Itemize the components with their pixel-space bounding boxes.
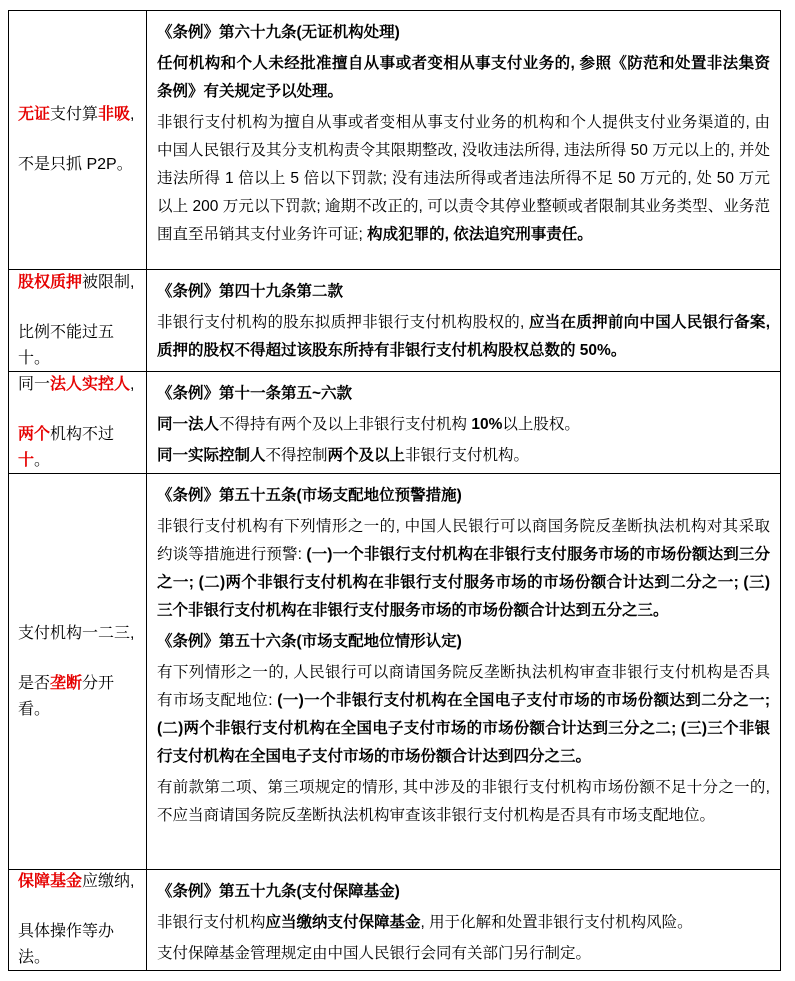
- table-row: [9, 269, 780, 371]
- table-row: [9, 371, 780, 473]
- table-row: [9, 869, 780, 970]
- text-run: 《条例》第五十五条(市场支配地位预警措施): [157, 487, 462, 504]
- text-run: 应当在质押前向中国人民银行备案, 质押的股权不得超过该股东所持有非银行支付机构股权总数的 50%。: [157, 314, 771, 359]
- regulation-heading: [157, 380, 770, 408]
- text-run: 有前款第二项、第三项规定的情形, 其中涉及的非银行支付机构市场份额不足十分之一的, 不应当商请国务院反垄断执法机构审查该非银行支付机构是否具有市场支配地位。: [157, 779, 770, 824]
- text-run: 不得控制: [265, 447, 328, 464]
- mnemonic-line: [18, 869, 140, 895]
- text-run: 《条例》第四十九条第二款: [157, 283, 344, 300]
- text-run: 分开看。: [18, 674, 115, 718]
- text-run: 是否: [18, 674, 51, 692]
- text-run: 不是只抓 P2P。: [18, 156, 133, 173]
- mnemonic-line: [18, 671, 140, 723]
- text-run: 非银行支付机构有下列情形之一的, 中国人民银行可以商国务院反垄断执法机构对其采取约谈等措施进行预警:: [157, 518, 770, 563]
- mnemonic-line: [18, 102, 140, 128]
- text-run: ,: [130, 106, 135, 123]
- text-run: 应缴纳,: [82, 873, 135, 890]
- regulation-cell: [146, 270, 780, 371]
- regulation-paragraph: [157, 309, 770, 365]
- mnemonic-cell: [9, 474, 146, 869]
- text-run: 被限制,: [82, 273, 135, 291]
- mnemonic-line: [18, 270, 140, 296]
- text-run: 应当缴纳支付保障基金: [265, 914, 421, 931]
- regulation-heading: [157, 628, 770, 656]
- text-run: 10%: [471, 416, 503, 433]
- text-run: 非银行支付机构的股东拟质押非银行支付机构股权的,: [157, 314, 529, 331]
- text-run: 不得持有两个及以上非银行支付机构: [219, 416, 472, 433]
- text-run: 支付保障基金管理规定由中国人民银行会同有关部门另行制定。: [157, 945, 592, 962]
- regulation-cell: [146, 474, 780, 869]
- text-run: 任何机构和个人未经批准擅自从事或者变相从事支付业务的, 参照《防范和处置非法集资条例》有关规定予以处理。: [157, 55, 770, 100]
- text-run: 十: [18, 451, 35, 469]
- regulation-table: [8, 10, 781, 971]
- text-run: 两个: [18, 425, 51, 443]
- mnemonic-line: [18, 320, 140, 372]
- regulation-paragraph: [157, 909, 770, 937]
- text-run: 有下列情形之一的, 人民银行可以商请国务院反垄断执法机构审查非银行支付机构是否具有市场支配地位:: [157, 664, 770, 709]
- regulation-paragraph: [157, 411, 770, 439]
- mnemonic-line: [18, 919, 140, 971]
- regulation-paragraph: [157, 940, 770, 968]
- regulation-heading: [157, 278, 770, 306]
- text-run: 无证: [18, 106, 51, 123]
- text-run: (一)一个非银行支付机构在全国电子支付市场的市场份额达到二分之一; (二)两个非银行支付机构在全国电子支付市场的市场份额合计达到三分之二; (三)三个非银行支付机构在全国电子支付市场的市场份额合计达到四分之三。: [157, 692, 770, 765]
- text-run: 构成犯罪的, 依法追究刑事责任。: [367, 226, 593, 243]
- text-run: 。: [34, 451, 51, 469]
- text-run: , 用于化解和处置非银行支付机构风险。: [420, 914, 693, 931]
- text-run: 以上股权。: [502, 416, 580, 433]
- regulation-paragraph: [157, 774, 770, 830]
- mnemonic-cell: [9, 372, 146, 473]
- table-row: [9, 473, 780, 869]
- text-run: 垄断: [50, 674, 83, 692]
- text-run: 保障基金: [18, 873, 83, 890]
- mnemonic-line: [18, 372, 140, 398]
- regulation-paragraph: [157, 659, 770, 771]
- text-run: ,: [130, 375, 135, 393]
- text-run: 同一: [18, 375, 51, 393]
- text-run: 非吸: [98, 106, 131, 123]
- mnemonic-cell: [9, 11, 146, 269]
- text-run: 《条例》第六十九条(无证机构处理): [157, 24, 400, 41]
- text-run: 《条例》第五十六条(市场支配地位情形认定): [157, 633, 462, 650]
- text-run: 法人实控人: [50, 375, 131, 393]
- regulation-paragraph: [157, 442, 770, 470]
- table-row: [9, 11, 780, 269]
- text-run: (一)一个非银行支付机构在非银行支付服务市场的市场份额达到三分之一; (二)两个非银行支付机构在非银行支付服务市场的市场份额合计达到二分之一; (三)三个非银行支付机构在非银行支付服务市场的市场份额合计达到五分之三。: [157, 546, 771, 619]
- text-run: 《条例》第五十九条(支付保障基金): [157, 883, 400, 900]
- regulation-cell: [146, 870, 780, 970]
- regulation-heading: [157, 482, 770, 510]
- text-run: 同一实际控制人: [157, 447, 266, 464]
- regulation-heading: [157, 19, 770, 47]
- mnemonic-cell: [9, 270, 146, 371]
- regulation-paragraph: [157, 50, 770, 106]
- regulation-paragraph: [157, 109, 770, 249]
- mnemonic-line: [18, 621, 140, 647]
- text-run: 股权质押: [18, 273, 83, 291]
- regulation-heading: [157, 878, 770, 906]
- text-run: 同一法人: [157, 416, 220, 433]
- text-run: 机构不过: [50, 425, 115, 443]
- regulation-cell: [146, 372, 780, 473]
- regulation-cell: [146, 11, 780, 269]
- text-run: 非银行支付机构为擅自从事或者变相从事支付业务的机构和个人提供支付业务渠道的, 由中国人民银行及其分支机构责令其限期整改, 没收违法所得, 违法所得 50 万元以上的, 并处违法所得 1 倍以上 5 倍以下罚款; 没有违法所得或者违法所得不足 50 万元的, 处 50 万元以上 200 万元以下罚款; 逾期不改正的, 可以责令其停业整顿或者限制其业务类型、业务范围直至吊销其支付业务许可证;: [157, 114, 770, 243]
- text-run: 比例不能过五十。: [18, 323, 115, 367]
- mnemonic-cell: [9, 870, 146, 970]
- text-run: 具体操作等办法。: [18, 923, 115, 966]
- regulation-paragraph: [157, 513, 770, 625]
- text-run: 两个及以上: [327, 447, 406, 464]
- mnemonic-line: [18, 422, 140, 474]
- text-run: 非银行支付机构。: [405, 447, 530, 464]
- mnemonic-line: [18, 152, 140, 178]
- text-run: 《条例》第十一条第五~六款: [157, 385, 353, 402]
- text-run: 支付机构一二三,: [18, 624, 135, 642]
- text-run: 支付算: [50, 106, 99, 123]
- text-run: 非银行支付机构: [157, 914, 266, 931]
